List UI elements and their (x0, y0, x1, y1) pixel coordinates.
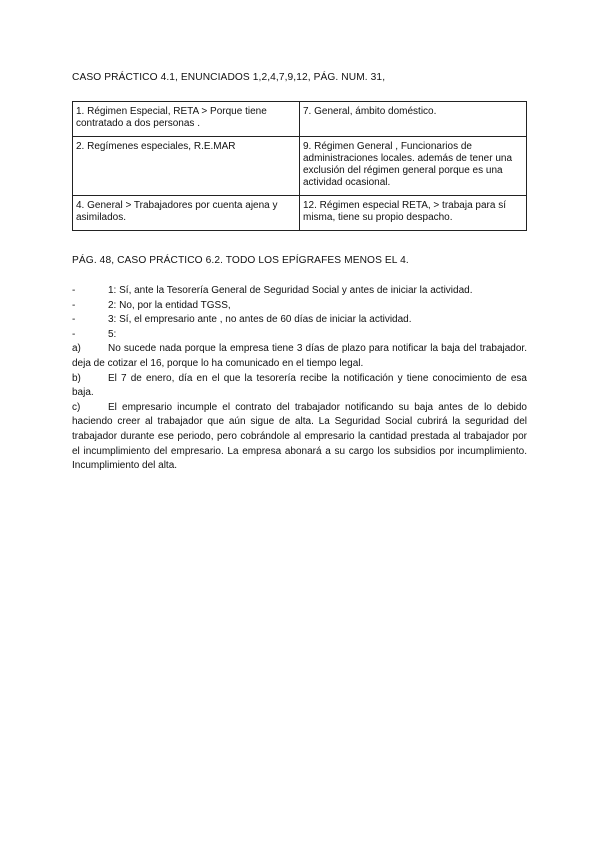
table-cell: 9. Régimen General , Funcionarios de administraciones locales. además de tener una exclusión del régimen general porque es una actividad ocasional. (300, 137, 527, 196)
table-cell: 2. Regímenes especiales, R.E.MAR (73, 137, 300, 196)
list-item-text: 1: Sí, ante la Tesorería General de Seguridad Social y antes de iniciar la actividad. (108, 285, 473, 296)
section-heading-caso-6-2: PÁG. 48, CASO PRÁCTICO 6.2. TODO LOS EPÍGRAFES MENOS EL 4. (72, 255, 409, 266)
table-cell: 4. General > Trabajadores por cuenta ajena y asimilados. (73, 196, 300, 231)
paragraph-text: El 7 de enero, día en el que la tesorería recibe la notificación y tiene conocimiento de esa baja. (72, 372, 527, 399)
list-item-text: 3: Sí, el empresario ante , no antes de 60 días de iniciar la actividad. (108, 314, 412, 326)
list-marker: - (72, 285, 76, 296)
paragraph-b (72, 372, 527, 401)
list-item-text: 2: No, por la entidad TGSS, (108, 299, 231, 311)
paragraph-marker: c) (72, 401, 81, 413)
section-heading-caso-4-1: CASO PRÁCTICO 4.1, ENUNCIADOS 1,2,4,7,9,12, PÁG. NUM. 31, (72, 72, 386, 83)
list-item (72, 313, 527, 328)
answers-list (72, 284, 527, 474)
table-cell: 12. Régimen especial RETA, > trabaja para sí misma, tiene su propio despacho. (300, 196, 527, 231)
list-marker: - (72, 328, 76, 340)
table-row (73, 102, 527, 137)
table-cell: 7. General, ámbito doméstico. (300, 102, 527, 137)
table-row (73, 137, 527, 196)
paragraph-marker: b) (72, 372, 81, 384)
list-item-text: 5: (108, 328, 117, 340)
answers-table (72, 101, 527, 231)
paragraph-c (72, 401, 527, 474)
paragraph-text: No sucede nada porque la empresa tiene 3 días de plazo para notificar la baja del trabajador. deja de cotizar el 16, porque lo ha comunicado en el tiempo legal. (72, 343, 527, 369)
paragraph-a (72, 342, 527, 371)
list-item (72, 328, 527, 343)
list-marker: - (72, 299, 76, 311)
paragraph-marker: a) (72, 343, 81, 355)
list-item (72, 299, 527, 314)
list-marker: - (72, 314, 76, 326)
paragraph-text: El empresario incumple el contrato del trabajador notificando su baja antes de lo debido haciendo creer al trabajador que aún sigue de alta. La Seguridad Social cubrirá la seguridad del trabajador durante ese periodo, pero cobrándole al empresario la cantidad prestada al trabajador por el incumplimiento del empresario. La empresa abonará a su cargo los subsidios por incumplimiento. Incumplimiento del alta. (72, 401, 527, 472)
table-cell: 1. Régimen Especial, RETA > Porque tiene contratado a dos personas . (73, 102, 300, 137)
table-row (73, 196, 527, 231)
list-item (72, 284, 527, 299)
